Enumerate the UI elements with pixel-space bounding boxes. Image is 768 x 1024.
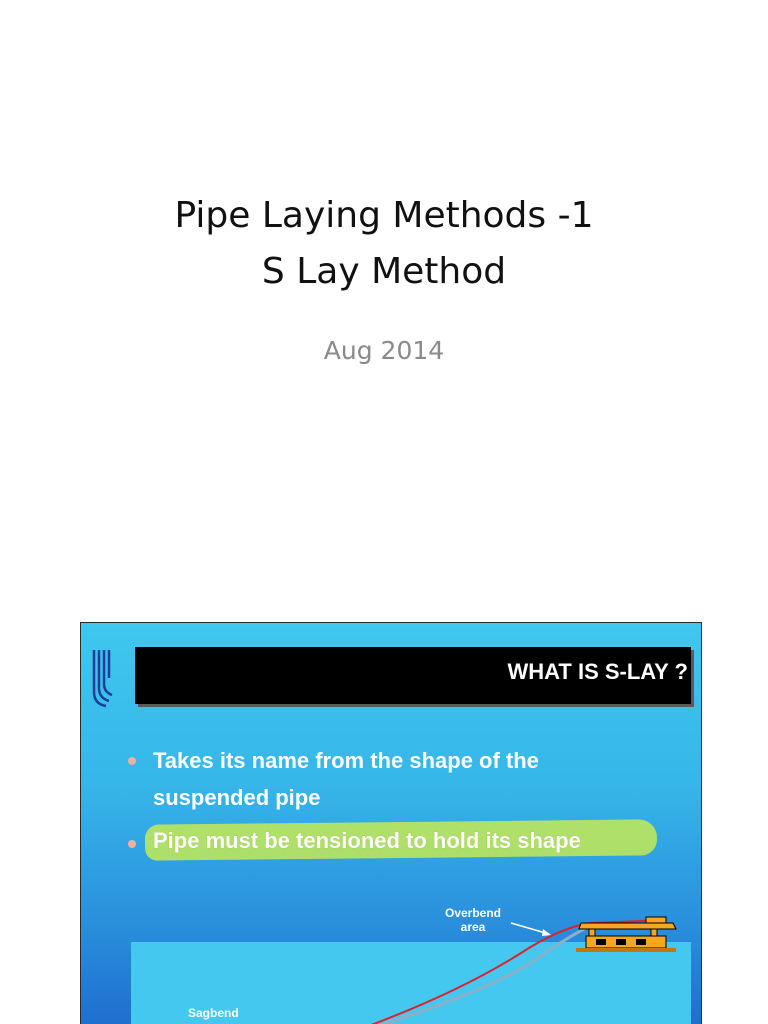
bullet-2-text: Pipe must be tensioned to hold its shape: [153, 828, 581, 853]
title-line-1: Pipe Laying Methods -1: [174, 195, 594, 236]
overbend-arrowhead: [542, 929, 551, 936]
slide-title: WHAT IS S-LAY ?: [507, 659, 688, 684]
sagbend-label: Sagbend: [188, 1006, 239, 1020]
overbend-label-line-1: Overbend: [445, 906, 502, 920]
overbend-label-line-2: area: [460, 920, 486, 934]
bullet-1-line-2: suspended pipe: [153, 785, 321, 810]
s-lay-diagram: [81, 623, 702, 1024]
title-line-2: S Lay Method: [261, 251, 507, 292]
s-lay-slide: [80, 622, 702, 1024]
overbend-label: [445, 906, 501, 934]
title-slide-date: Aug 2014: [323, 336, 445, 365]
bullet-1-line-1: Takes its name from the shape of the: [153, 748, 539, 773]
title-slide-heading: [0, 188, 768, 300]
